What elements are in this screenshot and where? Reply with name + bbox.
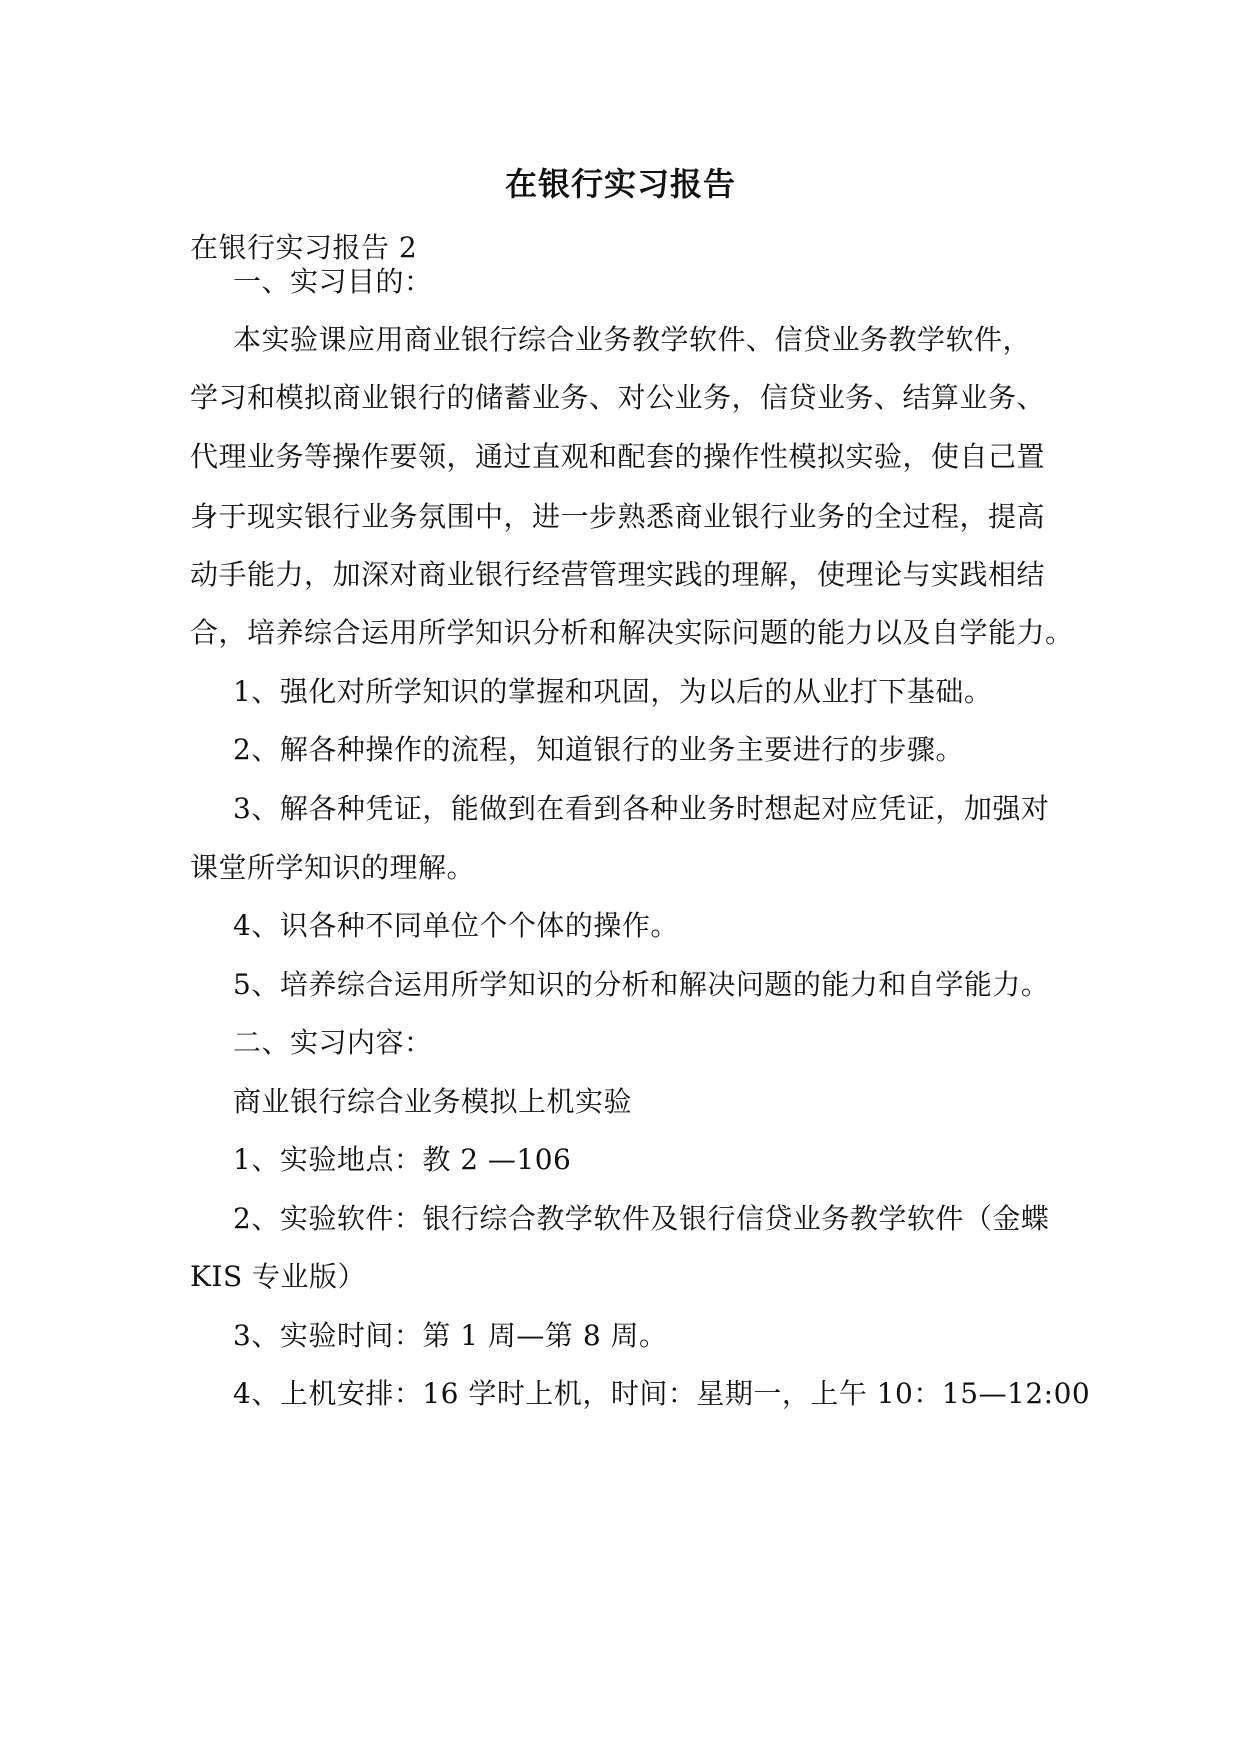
list-item: 4、上机安排：16 学时上机，时间：星期一，上午 10：15—12:00	[233, 1377, 1091, 1410]
paragraph-line: 本实验课应用商业银行综合业务教学软件、信贷业务教学软件，	[233, 323, 1032, 356]
list-item-continuation: 课堂所学知识的理解。	[190, 851, 476, 884]
paragraph-line: 商业银行综合业务模拟上机实验	[233, 1085, 633, 1118]
list-item: 2、解各种操作的流程，知道银行的业务主要进行的步骤。	[233, 733, 964, 766]
list-item: 3、解各种凭证，能做到在看到各种业务时想起对应凭证，加强对	[233, 792, 1050, 825]
list-item: 2、实验软件：银行综合教学软件及银行信贷业务教学软件（金蝶	[233, 1202, 1050, 1235]
list-item: 1、实验地点：教 2 —106	[233, 1143, 572, 1176]
subtitle-line: 在银行实习报告 2	[190, 231, 418, 264]
list-item: 3、实验时间：第 1 周—第 8 周。	[233, 1319, 668, 1352]
paragraph-line: 代理业务等操作要领，通过直观和配套的操作性模拟实验，使自己置	[190, 440, 1046, 473]
list-item-continuation: KIS 专业版）	[190, 1260, 367, 1293]
paragraph-line: 动手能力，加深对商业银行经营管理实践的理解，使理论与实践相结	[190, 558, 1046, 591]
list-item: 1、强化对所学知识的掌握和巩固，为以后的从业打下基础。	[233, 675, 993, 708]
document-title: 在银行实习报告	[504, 165, 736, 203]
section-heading-content: 二、实习内容：	[233, 1026, 433, 1059]
section-heading-purpose: 一、实习目的：	[233, 265, 433, 298]
list-item: 4、识各种不同单位个个体的操作。	[233, 909, 679, 942]
paragraph-line: 合，培养综合运用所学知识分析和解决实际问题的能力以及自学能力。	[190, 616, 1074, 649]
list-item: 5、培养综合运用所学知识的分析和解决问题的能力和自学能力。	[233, 968, 1050, 1001]
paragraph-line: 身于现实银行业务氛围中，进一步熟悉商业银行业务的全过程，提高	[190, 500, 1046, 533]
paragraph-line: 学习和模拟商业银行的储蓄业务、对公业务，信贷业务、结算业务、	[190, 381, 1046, 414]
